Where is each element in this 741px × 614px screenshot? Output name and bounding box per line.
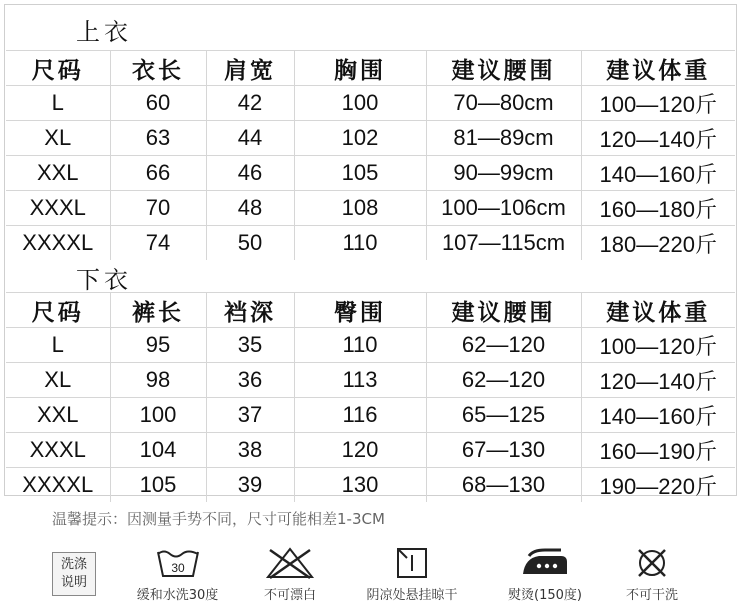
table-cell: XXXL (6, 433, 110, 468)
table-row (6, 328, 735, 363)
column-header: 胸围 (294, 51, 426, 86)
table-cell: 39 (206, 468, 294, 503)
column-header: 尺码 (6, 293, 110, 328)
iron-150-icon (517, 546, 573, 580)
table-cell: 38 (206, 433, 294, 468)
table-cell: L (6, 328, 110, 363)
table-cell: 100—120斤 (581, 328, 735, 363)
table-header-row (6, 293, 735, 328)
table-cell: 110 (294, 226, 426, 261)
table-cell: 140—160斤 (581, 398, 735, 433)
table-row (6, 86, 735, 121)
table-cell: 107—115cm (426, 226, 581, 261)
table-cell: 62—120 (426, 328, 581, 363)
table-cell: 102 (294, 121, 426, 156)
table-cell: 120—140斤 (581, 363, 735, 398)
column-header: 衣长 (110, 51, 206, 86)
column-header: 裆深 (206, 293, 294, 328)
column-header: 建议体重 (581, 293, 735, 328)
table-cell: 98 (110, 363, 206, 398)
care-badge-line1: 洗涤 (60, 557, 87, 572)
table-cell: 100 (294, 86, 426, 121)
table-cell: 44 (206, 121, 294, 156)
table-cell: 46 (206, 156, 294, 191)
table-cell: 81—89cm (426, 121, 581, 156)
table-cell: XXXXL (6, 468, 110, 503)
column-header: 建议腰围 (426, 51, 581, 86)
tops-size-table (6, 50, 735, 260)
table-cell: 67—130 (426, 433, 581, 468)
measurement-tip: 温馨提示：因测量手势不同，尺寸可能相差1-3CM (52, 510, 385, 528)
column-header: 建议体重 (581, 51, 735, 86)
care-label-line-dry: 阴凉处悬挂晾干 (366, 588, 458, 603)
table-cell: 66 (110, 156, 206, 191)
care-label-iron: 熨烫(150度) (508, 588, 582, 603)
table-cell: 48 (206, 191, 294, 226)
table-cell: 62—120 (426, 363, 581, 398)
table-row (6, 121, 735, 156)
table-cell: 60 (110, 86, 206, 121)
column-header: 肩宽 (206, 51, 294, 86)
table-row (6, 468, 735, 503)
table-row (6, 226, 735, 261)
care-item-no-dry-clean (612, 546, 692, 603)
table-cell: XXXL (6, 191, 110, 226)
table-cell: 50 (206, 226, 294, 261)
care-badge (52, 552, 96, 596)
table-header-row (6, 51, 735, 86)
table-cell: 120 (294, 433, 426, 468)
table-cell: 100 (110, 398, 206, 433)
table-cell: XXL (6, 156, 110, 191)
care-badge-line2: 说明 (60, 575, 87, 590)
table-row (6, 191, 735, 226)
care-label-no-dry-clean: 不可干洗 (625, 588, 678, 603)
bottoms-size-table (6, 292, 735, 502)
table-cell: 74 (110, 226, 206, 261)
wash-temp-label: 30 (170, 561, 185, 575)
tops-title: 上衣 (76, 18, 132, 46)
table-cell: 180—220斤 (581, 226, 735, 261)
no-dry-clean-icon (634, 546, 670, 580)
table-cell: 160—180斤 (581, 191, 735, 226)
care-label-no-bleach: 不可漂白 (263, 588, 316, 603)
table-cell: 190—220斤 (581, 468, 735, 503)
table-cell: 105 (110, 468, 206, 503)
table-cell: XL (6, 363, 110, 398)
table-cell: 110 (294, 328, 426, 363)
line-dry-shade-icon (395, 546, 429, 580)
table-cell: 120—140斤 (581, 121, 735, 156)
column-header: 裤长 (110, 293, 206, 328)
care-item-wash (120, 546, 235, 603)
table-cell: 63 (110, 121, 206, 156)
table-cell: 35 (206, 328, 294, 363)
table-cell: 100—120斤 (581, 86, 735, 121)
table-cell: 37 (206, 398, 294, 433)
care-item-iron (500, 546, 590, 603)
table-cell: 108 (294, 191, 426, 226)
table-cell: 104 (110, 433, 206, 468)
column-header: 尺码 (6, 51, 110, 86)
table-cell: 113 (294, 363, 426, 398)
table-cell: 36 (206, 363, 294, 398)
wash-30-icon (154, 546, 202, 580)
no-bleach-icon (264, 546, 316, 580)
care-label-wash: 缓和水洗30度 (136, 588, 219, 603)
bottoms-title: 下衣 (76, 266, 132, 294)
table-cell: L (6, 86, 110, 121)
table-row (6, 398, 735, 433)
table-cell: XXL (6, 398, 110, 433)
column-header: 建议腰围 (426, 293, 581, 328)
table-cell: 116 (294, 398, 426, 433)
table-cell: 90—99cm (426, 156, 581, 191)
table-row (6, 156, 735, 191)
table-cell: 70 (110, 191, 206, 226)
table-row (6, 363, 735, 398)
column-header: 臀围 (294, 293, 426, 328)
table-cell: 100—106cm (426, 191, 581, 226)
table-cell: XL (6, 121, 110, 156)
table-cell: 70—80cm (426, 86, 581, 121)
care-item-line-dry (352, 546, 472, 603)
table-cell: 95 (110, 328, 206, 363)
table-row (6, 433, 735, 468)
table-cell: 68—130 (426, 468, 581, 503)
care-item-no-bleach (250, 546, 330, 603)
table-cell: 140—160斤 (581, 156, 735, 191)
table-cell: 130 (294, 468, 426, 503)
table-cell: 42 (206, 86, 294, 121)
table-cell: XXXXL (6, 226, 110, 261)
table-cell: 65—125 (426, 398, 581, 433)
table-cell: 105 (294, 156, 426, 191)
table-cell: 160—190斤 (581, 433, 735, 468)
